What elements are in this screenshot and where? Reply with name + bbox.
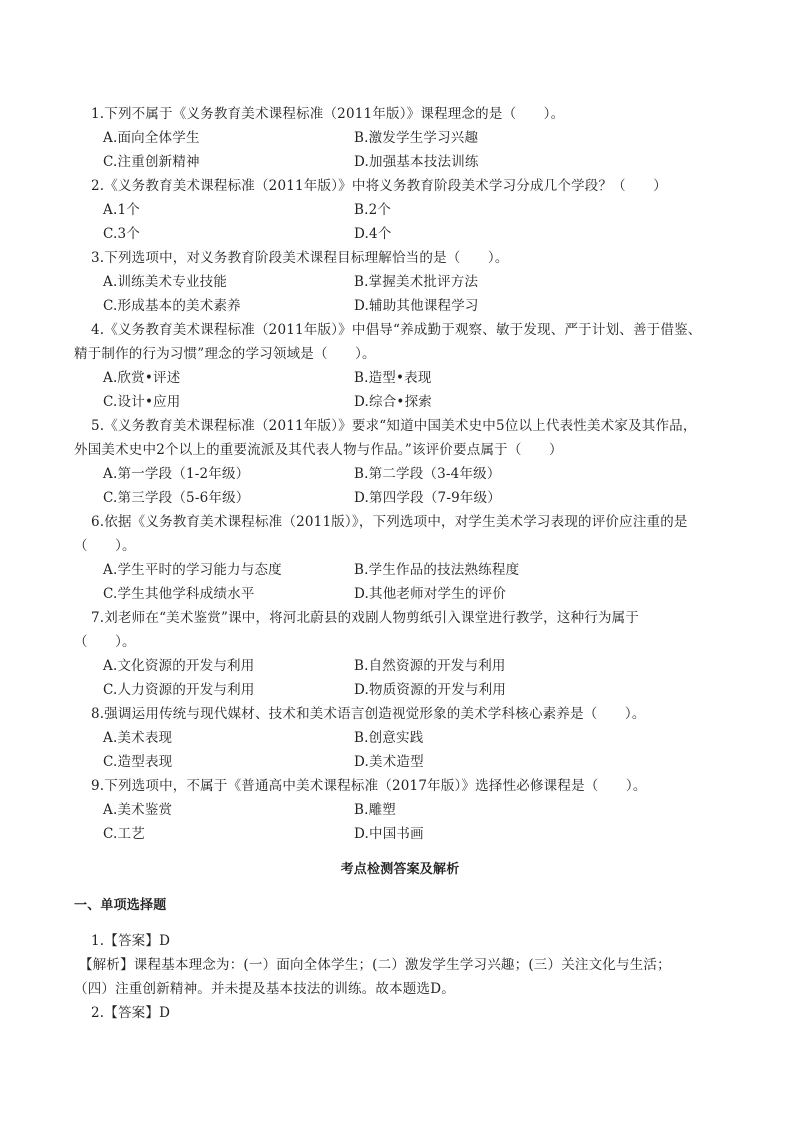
question-3: 3.下列选项中，对义务教育阶段美术课程目标理解恰当的是（ ）。 [91, 250, 509, 266]
q8-option-a: A.美术表现 [103, 730, 173, 746]
q9-option-a: A.美术鉴赏 [103, 802, 173, 818]
q9-option-b: B.雕塑 [354, 802, 397, 818]
q9-option-d: D.中国书画 [354, 826, 424, 842]
q2-option-a: A.1个 [103, 202, 140, 218]
answer-1: 1.【答案】D [91, 933, 171, 949]
q6-option-a: A.学生平时的学习能力与态度 [103, 562, 282, 578]
q1-option-a: A.面向全体学生 [103, 130, 200, 146]
question-8: 8.强调运用传统与现代媒材、技术和美术语言创造视觉形象的美术学科核心素养是（ ）。 [91, 706, 646, 722]
q7-option-a: A.文化资源的开发与利用 [103, 658, 255, 674]
q5-option-b: B.第二学段（3-4年级） [354, 466, 501, 482]
q6-option-c: C.学生其他学科成绩水平 [103, 586, 255, 602]
q4-option-b: B.造型•表现 [354, 370, 432, 386]
explanation-1-line-2: （四）注重创新精神。并未提及基本技法的训练。故本题选D。 [74, 981, 455, 997]
question-6-line-2: （ ）。 [74, 538, 136, 554]
q7-option-b: B.自然资源的开发与利用 [354, 658, 506, 674]
explanation-1-line-1: 【解析】课程基本理念为：(一）面向全体学生；(二）激发学生学习兴趣；(三）关注文化与生活； [79, 957, 671, 973]
question-5-line-1: 5.《义务教育美术课程标准（2011年版）》要求“知道中国美术史中5位以上代表性美术家及其作品， [91, 418, 697, 434]
answers-title: 考点检测答案及解析 [340, 862, 460, 877]
q2-option-c: C.3个 [103, 226, 141, 242]
q5-option-d: D.第四学段（7-9年级） [354, 490, 501, 506]
q8-option-b: B.创意实践 [354, 730, 424, 746]
q1-option-c: C.注重创新精神 [103, 154, 200, 170]
q4-option-a: A.欣赏•评述 [103, 370, 181, 386]
q2-option-d: D.4个 [354, 226, 392, 242]
question-7-line-1: 7.刘老师在“美术鉴赏”课中，将河北蔚县的戏剧人物剪纸引入课堂进行教学，这种行为属于 [91, 610, 640, 626]
question-5-line-2: 外国美术史中2个以上的重要流派及其代表人物与作品。”该评价要点属于（ ） [74, 442, 563, 458]
q6-option-d: D.其他老师对学生的评价 [354, 586, 507, 602]
q4-option-d: D.综合•探索 [354, 394, 432, 410]
q1-option-d: D.加强基本技法训练 [354, 154, 479, 170]
question-7-line-2: （ ）。 [74, 634, 136, 650]
question-9: 9.下列选项中，不属于《普通高中美术课程标准（2017年版）》选择性必修课程是（ ）。 [91, 778, 647, 794]
q3-option-c: C.形成基本的美术素养 [103, 298, 241, 314]
q6-option-b: B.学生作品的技法熟练程度 [354, 562, 520, 578]
question-4-line-1: 4.《义务教育美术课程标准（2011年版）》中倡导“养成勤于观察、敏于发现、严于计划、善于借鉴、 [91, 322, 702, 338]
q7-option-d: D.物质资源的开发与利用 [354, 682, 507, 698]
q3-option-a: A.训练美术专业技能 [103, 274, 228, 290]
q3-option-b: B.掌握美术批评方法 [354, 274, 479, 290]
question-6-line-1: 6.依据《义务教育美术课程标准（2011版）》，下列选项中，对学生美术学习表现的评价应注重的是 [91, 514, 688, 530]
section-heading: 一、单项选择题 [74, 898, 167, 913]
q4-option-c: C.设计•应用 [103, 394, 181, 410]
q9-option-c: C.工艺 [103, 826, 145, 842]
q1-option-b: B.激发学生学习兴趣 [354, 130, 479, 146]
q5-option-c: C.第三学段（5-6年级） [103, 490, 250, 506]
question-4-line-2: 精于制作的行为习惯”理念的学习领域是（ ）。 [74, 346, 376, 362]
q2-option-b: B.2个 [354, 202, 392, 218]
answer-2: 2.【答案】D [91, 1005, 171, 1021]
q3-option-d: D.辅助其他课程学习 [354, 298, 479, 314]
q8-option-d: D.美术造型 [354, 754, 424, 770]
question-2: 2.《义务教育美术课程标准（2011年版）》中将义务教育阶段美术学习分成几个学段？（ ） [91, 178, 667, 194]
q7-option-c: C.人力资源的开发与利用 [103, 682, 255, 698]
question-1: 1.下列不属于《义务教育美术课程标准（2011年版）》课程理念的是（ ）。 [91, 106, 565, 122]
q5-option-a: A.第一学段（1-2年级） [103, 466, 250, 482]
q8-option-c: C.造型表现 [103, 754, 173, 770]
